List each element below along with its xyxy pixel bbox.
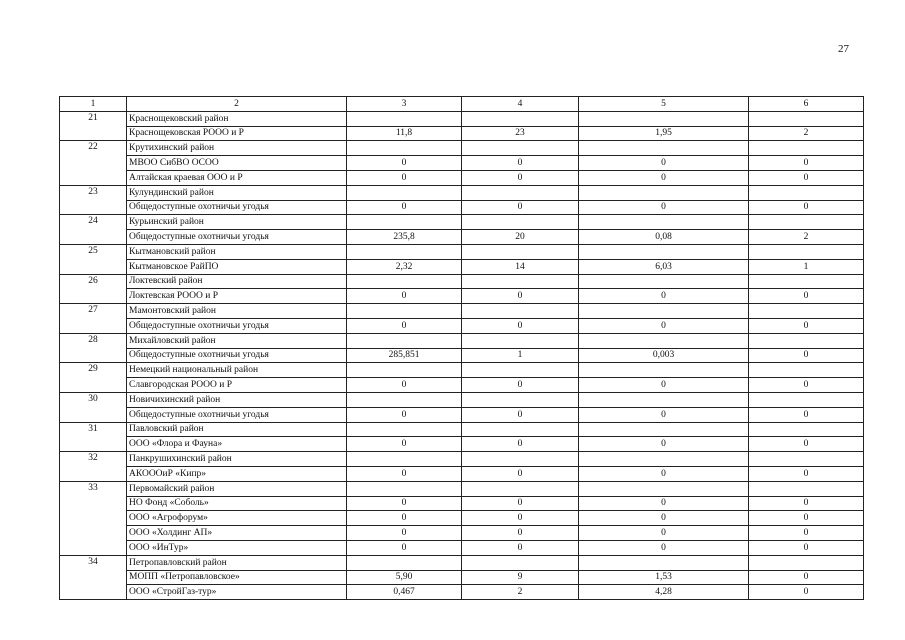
count-value: 0 bbox=[462, 156, 579, 171]
empty-cell bbox=[462, 244, 579, 259]
empty-cell bbox=[462, 481, 579, 496]
table-row bbox=[60, 526, 864, 541]
district-row bbox=[60, 363, 864, 378]
row-number: 31 bbox=[60, 422, 127, 452]
empty-cell bbox=[749, 333, 864, 348]
organization-name: МВОО СибВО ОСОО bbox=[127, 156, 347, 171]
organization-name: АКОООиР «Кипр» bbox=[127, 466, 347, 481]
row-number: 22 bbox=[60, 141, 127, 185]
quota-value: 0 bbox=[749, 378, 864, 393]
organization-name: Общедоступные охотничьи угодья bbox=[127, 200, 347, 215]
quota-value: 0 bbox=[749, 585, 864, 600]
column-number: 5 bbox=[579, 97, 749, 112]
empty-cell bbox=[462, 141, 579, 156]
density-value: 0 bbox=[579, 526, 749, 541]
density-value: 0 bbox=[579, 318, 749, 333]
density-value: 4,28 bbox=[579, 585, 749, 600]
count-value: 0 bbox=[462, 318, 579, 333]
row-number: 28 bbox=[60, 333, 127, 363]
district-name: Кытмановский район bbox=[127, 244, 347, 259]
empty-cell bbox=[462, 274, 579, 289]
hunting-grounds-table bbox=[59, 96, 864, 600]
count-value: 0 bbox=[462, 437, 579, 452]
empty-cell bbox=[749, 215, 864, 230]
table-row bbox=[60, 496, 864, 511]
table-row bbox=[60, 200, 864, 215]
row-number: 32 bbox=[60, 452, 127, 482]
density-value: 0,08 bbox=[579, 230, 749, 245]
district-name: Локтевский район bbox=[127, 274, 347, 289]
empty-cell bbox=[347, 363, 462, 378]
empty-cell bbox=[749, 274, 864, 289]
organization-name: ООО «СтройГаз-тур» bbox=[127, 585, 347, 600]
count-value: 23 bbox=[462, 126, 579, 141]
organization-name: Алтайская краевая ООО и Р bbox=[127, 170, 347, 185]
district-row bbox=[60, 215, 864, 230]
table-row bbox=[60, 437, 864, 452]
quota-value: 1 bbox=[749, 259, 864, 274]
area-value: 11,8 bbox=[347, 126, 462, 141]
table-row bbox=[60, 407, 864, 422]
district-name: Михайловский район bbox=[127, 333, 347, 348]
organization-name: МОПП «Петропавловское» bbox=[127, 570, 347, 585]
table-row bbox=[60, 170, 864, 185]
empty-cell bbox=[347, 392, 462, 407]
table-row bbox=[60, 289, 864, 304]
row-number: 23 bbox=[60, 185, 127, 215]
area-value: 5,90 bbox=[347, 570, 462, 585]
table-row bbox=[60, 259, 864, 274]
column-number: 4 bbox=[462, 97, 579, 112]
count-value: 0 bbox=[462, 496, 579, 511]
row-number: 21 bbox=[60, 111, 127, 141]
density-value: 0 bbox=[579, 496, 749, 511]
area-value: 0 bbox=[347, 511, 462, 526]
column-number: 3 bbox=[347, 97, 462, 112]
empty-cell bbox=[749, 185, 864, 200]
organization-name: НО Фонд «Соболь» bbox=[127, 496, 347, 511]
district-row bbox=[60, 185, 864, 200]
empty-cell bbox=[579, 422, 749, 437]
empty-cell bbox=[579, 452, 749, 467]
empty-cell bbox=[462, 185, 579, 200]
quota-value: 0 bbox=[749, 348, 864, 363]
district-name: Петропавловский район bbox=[127, 555, 347, 570]
area-value: 0 bbox=[347, 156, 462, 171]
quota-value: 0 bbox=[749, 511, 864, 526]
row-number: 30 bbox=[60, 392, 127, 422]
area-value: 0 bbox=[347, 526, 462, 541]
organization-name: ООО «Холдинг АП» bbox=[127, 526, 347, 541]
count-value: 0 bbox=[462, 466, 579, 481]
table-row bbox=[60, 511, 864, 526]
count-value: 9 bbox=[462, 570, 579, 585]
empty-cell bbox=[347, 555, 462, 570]
empty-cell bbox=[749, 141, 864, 156]
empty-cell bbox=[347, 215, 462, 230]
empty-cell bbox=[579, 363, 749, 378]
empty-cell bbox=[579, 481, 749, 496]
area-value: 0 bbox=[347, 318, 462, 333]
district-row bbox=[60, 333, 864, 348]
empty-cell bbox=[579, 274, 749, 289]
district-name: Мамонтовский район bbox=[127, 304, 347, 319]
count-value: 0 bbox=[462, 407, 579, 422]
area-value: 0 bbox=[347, 200, 462, 215]
organization-name: Локтевская РООО и Р bbox=[127, 289, 347, 304]
column-number: 6 bbox=[749, 97, 864, 112]
area-value: 0 bbox=[347, 170, 462, 185]
count-value: 0 bbox=[462, 540, 579, 555]
district-row bbox=[60, 555, 864, 570]
district-row bbox=[60, 111, 864, 126]
row-number: 27 bbox=[60, 304, 127, 334]
table-row bbox=[60, 466, 864, 481]
table-body bbox=[60, 97, 864, 600]
table-row bbox=[60, 378, 864, 393]
quota-value: 2 bbox=[749, 126, 864, 141]
page-number: 27 bbox=[838, 43, 849, 55]
empty-cell bbox=[579, 304, 749, 319]
area-value: 235,8 bbox=[347, 230, 462, 245]
empty-cell bbox=[749, 304, 864, 319]
quota-value: 0 bbox=[749, 289, 864, 304]
table-row bbox=[60, 585, 864, 600]
organization-name: Общедоступные охотничьи угодья bbox=[127, 348, 347, 363]
organization-name: Общедоступные охотничьи угодья bbox=[127, 230, 347, 245]
density-value: 0 bbox=[579, 378, 749, 393]
district-row bbox=[60, 452, 864, 467]
table-row bbox=[60, 230, 864, 245]
quota-value: 0 bbox=[749, 466, 864, 481]
area-value: 285,851 bbox=[347, 348, 462, 363]
district-name: Первомайский район bbox=[127, 481, 347, 496]
organization-name: Славгородская РООО и Р bbox=[127, 378, 347, 393]
empty-cell bbox=[579, 185, 749, 200]
count-value: 0 bbox=[462, 289, 579, 304]
area-value: 0 bbox=[347, 496, 462, 511]
empty-cell bbox=[462, 422, 579, 437]
area-value: 0 bbox=[347, 466, 462, 481]
organization-name: ООО «Флора и Фауна» bbox=[127, 437, 347, 452]
district-name: Немецкий национальный район bbox=[127, 363, 347, 378]
district-name: Курьинский район bbox=[127, 215, 347, 230]
empty-cell bbox=[749, 452, 864, 467]
empty-cell bbox=[749, 111, 864, 126]
density-value: 0 bbox=[579, 200, 749, 215]
empty-cell bbox=[347, 481, 462, 496]
organization-name: Общедоступные охотничьи угодья bbox=[127, 318, 347, 333]
density-value: 6,03 bbox=[579, 259, 749, 274]
table-row bbox=[60, 156, 864, 171]
district-row bbox=[60, 274, 864, 289]
quota-value: 2 bbox=[749, 230, 864, 245]
empty-cell bbox=[462, 304, 579, 319]
organization-name: Краснощековская РООО и Р bbox=[127, 126, 347, 141]
empty-cell bbox=[462, 333, 579, 348]
density-value: 0 bbox=[579, 437, 749, 452]
empty-cell bbox=[347, 333, 462, 348]
district-name: Павловский район bbox=[127, 422, 347, 437]
count-value: 0 bbox=[462, 526, 579, 541]
row-number: 29 bbox=[60, 363, 127, 393]
area-value: 0 bbox=[347, 289, 462, 304]
empty-cell bbox=[347, 422, 462, 437]
district-name: Краснощековский район bbox=[127, 111, 347, 126]
count-value: 0 bbox=[462, 511, 579, 526]
area-value: 0 bbox=[347, 378, 462, 393]
district-name: Крутихинский район bbox=[127, 141, 347, 156]
density-value: 0 bbox=[579, 156, 749, 171]
area-value: 0 bbox=[347, 540, 462, 555]
density-value: 0 bbox=[579, 170, 749, 185]
density-value: 0 bbox=[579, 289, 749, 304]
empty-cell bbox=[749, 244, 864, 259]
district-row bbox=[60, 422, 864, 437]
quota-value: 0 bbox=[749, 407, 864, 422]
quota-value: 0 bbox=[749, 496, 864, 511]
quota-value: 0 bbox=[749, 526, 864, 541]
organization-name: Кытмановское РайПО bbox=[127, 259, 347, 274]
empty-cell bbox=[462, 111, 579, 126]
empty-cell bbox=[347, 185, 462, 200]
area-value: 0 bbox=[347, 437, 462, 452]
row-number: 26 bbox=[60, 274, 127, 304]
empty-cell bbox=[579, 392, 749, 407]
district-name: Кулундинский район bbox=[127, 185, 347, 200]
density-value: 0,003 bbox=[579, 348, 749, 363]
column-number-row bbox=[60, 97, 864, 112]
empty-cell bbox=[579, 555, 749, 570]
empty-cell bbox=[749, 392, 864, 407]
empty-cell bbox=[579, 333, 749, 348]
empty-cell bbox=[347, 274, 462, 289]
area-value: 0 bbox=[347, 407, 462, 422]
empty-cell bbox=[347, 304, 462, 319]
empty-cell bbox=[462, 363, 579, 378]
empty-cell bbox=[579, 111, 749, 126]
row-number: 24 bbox=[60, 215, 127, 245]
district-row bbox=[60, 481, 864, 496]
count-value: 0 bbox=[462, 170, 579, 185]
empty-cell bbox=[462, 215, 579, 230]
count-value: 1 bbox=[462, 348, 579, 363]
empty-cell bbox=[579, 141, 749, 156]
row-number: 34 bbox=[60, 555, 127, 599]
quota-value: 0 bbox=[749, 200, 864, 215]
count-value: 20 bbox=[462, 230, 579, 245]
count-value: 2 bbox=[462, 585, 579, 600]
density-value: 0 bbox=[579, 466, 749, 481]
empty-cell bbox=[749, 422, 864, 437]
table-row bbox=[60, 540, 864, 555]
empty-cell bbox=[347, 111, 462, 126]
empty-cell bbox=[462, 452, 579, 467]
empty-cell bbox=[462, 555, 579, 570]
count-value: 14 bbox=[462, 259, 579, 274]
empty-cell bbox=[749, 363, 864, 378]
quota-value: 0 bbox=[749, 318, 864, 333]
density-value: 0 bbox=[579, 511, 749, 526]
empty-cell bbox=[579, 244, 749, 259]
quota-value: 0 bbox=[749, 540, 864, 555]
organization-name: Общедоступные охотничьи угодья bbox=[127, 407, 347, 422]
empty-cell bbox=[347, 141, 462, 156]
district-row bbox=[60, 141, 864, 156]
quota-value: 0 bbox=[749, 170, 864, 185]
quota-value: 0 bbox=[749, 437, 864, 452]
district-name: Панкрушихинский район bbox=[127, 452, 347, 467]
empty-cell bbox=[749, 481, 864, 496]
density-value: 0 bbox=[579, 540, 749, 555]
column-number: 2 bbox=[127, 97, 347, 112]
empty-cell bbox=[347, 244, 462, 259]
count-value: 0 bbox=[462, 200, 579, 215]
table-row bbox=[60, 570, 864, 585]
table-row bbox=[60, 318, 864, 333]
district-row bbox=[60, 304, 864, 319]
organization-name: ООО «Агрофорум» bbox=[127, 511, 347, 526]
density-value: 1,95 bbox=[579, 126, 749, 141]
count-value: 0 bbox=[462, 378, 579, 393]
empty-cell bbox=[749, 555, 864, 570]
column-number: 1 bbox=[60, 97, 127, 112]
row-number: 25 bbox=[60, 244, 127, 274]
density-value: 0 bbox=[579, 407, 749, 422]
table-row bbox=[60, 348, 864, 363]
quota-value: 0 bbox=[749, 570, 864, 585]
organization-name: ООО «ИнТур» bbox=[127, 540, 347, 555]
density-value: 1,53 bbox=[579, 570, 749, 585]
district-row bbox=[60, 244, 864, 259]
district-name: Новичихинский район bbox=[127, 392, 347, 407]
empty-cell bbox=[579, 215, 749, 230]
row-number: 33 bbox=[60, 481, 127, 555]
empty-cell bbox=[462, 392, 579, 407]
area-value: 2,32 bbox=[347, 259, 462, 274]
table-row bbox=[60, 126, 864, 141]
quota-value: 0 bbox=[749, 156, 864, 171]
district-row bbox=[60, 392, 864, 407]
empty-cell bbox=[347, 452, 462, 467]
area-value: 0,467 bbox=[347, 585, 462, 600]
